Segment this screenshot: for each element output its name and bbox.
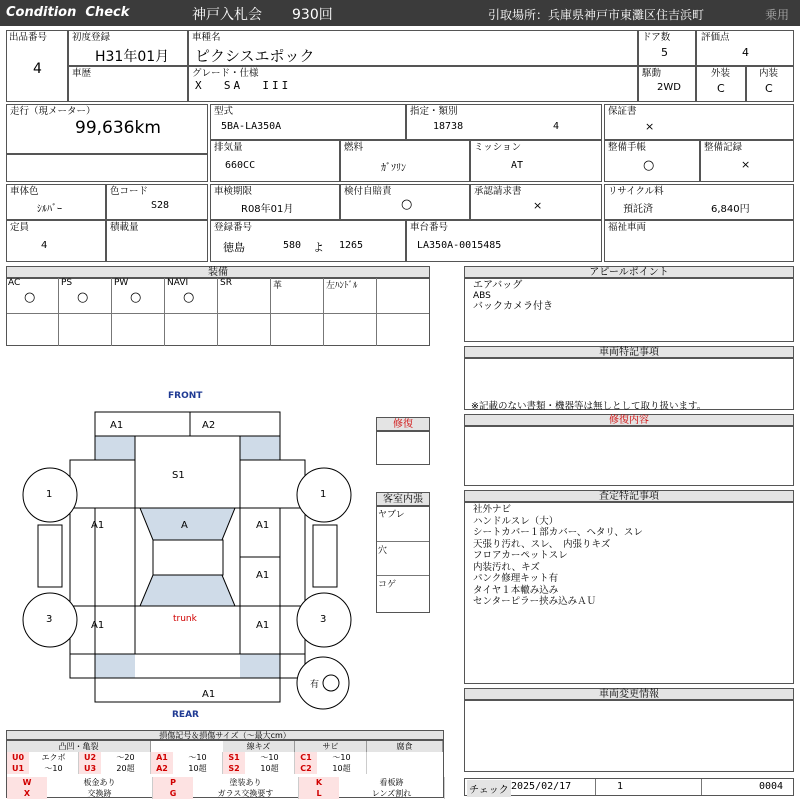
color-code-label: 色コード (110, 186, 149, 197)
legend-desc: 〜10 (29, 763, 79, 774)
appraisal-line: 天張り汚れ、スレ、 内張りキズ (473, 538, 611, 550)
legend-desc: 〜10 (173, 752, 223, 763)
warranty: × (645, 120, 655, 133)
check-date: 2025/02/17 (511, 781, 572, 792)
legend-code: U0 (7, 752, 29, 763)
equipment-item-name: AC (8, 278, 21, 288)
mark-rear-bumper: A1 (202, 689, 216, 700)
front-label: FRONT (168, 391, 203, 401)
fuel-label: 燃料 (344, 142, 364, 153)
recycle-cell (604, 184, 794, 220)
capacity: 4 (41, 240, 48, 251)
displacement-label: 排気量 (214, 142, 243, 153)
warranty-cell (604, 104, 794, 140)
approval: × (533, 199, 543, 212)
mission: AT (511, 160, 524, 171)
legend-desc: 〜20 (101, 752, 151, 763)
plate-class: 580 (283, 240, 302, 251)
legend-desc: 塗装あり (193, 777, 299, 788)
legend-code: U2 (79, 752, 101, 763)
manual-label: 整備手帳 (608, 142, 647, 153)
cabin-item-hole: 穴 (378, 546, 388, 556)
cabin-divider (377, 575, 429, 576)
recycle-fee: 6,840円 (711, 204, 750, 215)
check-count: 1 (617, 781, 624, 792)
legend-desc: 看板跡 (339, 777, 445, 788)
legend-desc: レンズ割れ (339, 788, 445, 799)
auction-lot: 930回 (292, 7, 333, 23)
appraisal-line: シートカバー１部カバー、ヘタリ、スレ (473, 527, 643, 538)
drive-cell (638, 66, 696, 102)
cabin-divider (377, 541, 429, 542)
listing-no-label: 出品番号 (9, 32, 48, 43)
legend-code: A2 (151, 763, 173, 774)
interior-cell (746, 66, 794, 102)
first-reg: H31年01月 (95, 49, 170, 65)
check-number: 0004 (759, 781, 784, 792)
repair-contents-box (464, 426, 794, 486)
appraisal-list (473, 504, 643, 608)
appraisal-line: パンク修理キット有 (473, 573, 559, 584)
equipment-item-name: PS (61, 278, 73, 288)
tire-front-left: 1 (46, 489, 53, 500)
color-code: S28 (151, 200, 170, 211)
record-label: 整備記録 (704, 142, 743, 153)
manual-cell (604, 140, 700, 182)
appraisal-box (464, 502, 794, 684)
legend-code: A1 (151, 752, 173, 763)
pickup-location: 引取場所：兵庫県神戸市東灘区住吉浜町 (488, 8, 705, 22)
tire-rear-left: 3 (46, 614, 53, 625)
legend-code: L (299, 788, 339, 799)
legend-group: 線キズ (223, 741, 295, 752)
repair-box (376, 431, 430, 465)
color: ｼﾙﾊﾞｰ (37, 204, 62, 215)
rear-label: REAR (172, 710, 199, 720)
legend-code: C1 (295, 752, 317, 763)
doors-cell (638, 30, 696, 66)
warranty-label: 保証書 (608, 106, 637, 117)
load-label: 積載量 (110, 222, 139, 233)
legend-code: K (299, 777, 339, 788)
plate-label: 登録番号 (214, 222, 253, 233)
repair-contents-title: 修復内容 (464, 414, 794, 426)
trunk-label: trunk (173, 614, 197, 624)
mission-cell (470, 140, 602, 182)
exterior-cell (696, 66, 746, 102)
legend-code: U3 (79, 763, 101, 774)
legend-desc: ガラス交換要す (193, 788, 299, 799)
equipment-title: 装備 (6, 266, 430, 278)
legend-code: W (7, 777, 47, 788)
cabin-item-burn: コゲ (378, 580, 397, 590)
car-name-label: 車種名 (192, 32, 221, 43)
inspection: R08年01月 (241, 204, 294, 215)
mark-left-rear-door: A1 (91, 620, 105, 631)
capacity-label: 定員 (10, 222, 30, 233)
legend-code: S1 (223, 752, 245, 763)
mark-right-rear-door: A1 (256, 620, 270, 631)
legend-group: 腐食 (367, 741, 443, 752)
tire-rear-right: 3 (320, 614, 327, 625)
chassis-label: 車台番号 (410, 222, 449, 233)
exterior: C (717, 82, 725, 95)
mark-left-front-door: A1 (91, 520, 105, 531)
mileage-label: 走行（現メーター） (10, 106, 96, 117)
first-reg-label: 初度登録 (72, 32, 111, 43)
model: 5BA-LA350A (221, 121, 282, 132)
mark-right-mid-door: A1 (256, 570, 270, 581)
mark-roof: A (181, 520, 188, 531)
displacement: 660CC (225, 160, 256, 171)
auction-name: 神戸入札会 (192, 7, 262, 23)
chassis: LA350A-0015485 (417, 240, 502, 251)
appraisal-line: センターピラー挟み込みＡＵ (473, 596, 597, 607)
approval-label: 承認請求書 (474, 186, 522, 197)
legend-code: S2 (223, 763, 245, 774)
model-label: 型式 (214, 106, 234, 117)
vehicle-category: 乗用 (765, 8, 790, 22)
score: 4 (742, 46, 749, 59)
appraisal-title: 査定特記事項 (464, 490, 794, 502)
appeal-line: エアバッグ (473, 280, 523, 291)
plate-no: 1265 (339, 240, 364, 251)
check-row (464, 778, 794, 796)
repair-label: 修復 (376, 417, 430, 431)
color-label: 車体色 (10, 186, 39, 197)
recycle-status: 預託済 (623, 204, 653, 215)
equipment-item-mark: ○ (77, 290, 89, 305)
interior-label: 内装 (759, 68, 779, 79)
appraisal-line: 社外ナビ (473, 504, 512, 515)
appeal-line: バックカメラ付き (473, 301, 553, 312)
special-note: ※記載のない書類・機器等は無しとして取り扱います。 (471, 401, 707, 412)
cabin-item-tear: ヤブレ (378, 510, 405, 520)
appraisal-line: タイヤ１本轍み込み (473, 584, 559, 596)
cabin-box (376, 506, 430, 613)
car-name: ピクシスエポック (195, 47, 315, 65)
record-cell (700, 140, 794, 182)
legend-desc: 10超 (173, 763, 223, 774)
equipment-item-name: PW (114, 278, 129, 288)
check-div-1 (595, 779, 596, 795)
equipment-item-name: 革 (273, 281, 283, 291)
recycle-label: リサイクル料 (608, 186, 664, 197)
legend-code: C2 (295, 763, 317, 774)
mark-front-bumper-left: A1 (110, 420, 124, 431)
designation: 18738 (433, 121, 464, 132)
equipment-item-name: NAVI (167, 278, 189, 288)
legend-code: P (153, 777, 193, 788)
record: × (741, 158, 751, 171)
exterior-label: 外装 (711, 68, 731, 79)
legend-group: サビ (295, 741, 367, 752)
appeal-title: アピールポイント (464, 266, 794, 278)
legend-desc: 板金あり (47, 777, 153, 788)
change-info-box (464, 700, 794, 772)
legend-code: X (7, 788, 47, 799)
grade-label: グレード・仕様 (192, 68, 259, 79)
brand-title: Condition Check (6, 5, 130, 20)
drive-label: 駆動 (642, 68, 662, 79)
special-title: 車両特記事項 (464, 346, 794, 358)
score-label: 評価点 (701, 32, 730, 43)
equipment-item-name: 左ﾊﾝﾄﾞﾙ (326, 281, 358, 291)
interior: C (765, 82, 773, 95)
doors-label: ドア数 (642, 32, 671, 43)
category-no: 4 (553, 121, 560, 132)
appraisal-line: 内装汚れ、キズ (473, 561, 540, 573)
welfare-label: 福祉車両 (608, 222, 647, 233)
equipment-item-mark: ○ (130, 290, 142, 305)
insurance: ○ (401, 197, 413, 212)
legend-desc: 10超 (317, 763, 367, 774)
change-info-title: 車両変更情報 (464, 688, 794, 700)
mission-label: ミッション (474, 142, 522, 153)
check-div-2 (701, 779, 702, 795)
history-label: 車歴 (72, 68, 92, 79)
mark-right-front-door: A1 (256, 520, 270, 531)
equipment-item-mark: ○ (183, 290, 195, 305)
approval-cell (470, 184, 602, 220)
doors: 5 (661, 46, 668, 59)
legend-title: 損傷記号＆損傷サイズ（〜最大cm） (6, 730, 444, 740)
legend-desc: 20超 (101, 763, 151, 774)
manual: ○ (643, 158, 655, 173)
grade: X SA III (195, 79, 292, 92)
mark-front-bumper-right: A2 (202, 420, 216, 431)
welfare-cell (604, 220, 794, 262)
legend-desc: 〜10 (245, 752, 295, 763)
mileage: 99,636km (75, 118, 161, 138)
appeal-box (464, 278, 794, 342)
listing-no: 4 (33, 61, 42, 77)
appraisal-line: フロアカーペットスレ (473, 550, 568, 561)
fuel: ｶﾞｿﾘﾝ (381, 163, 406, 174)
tire-front-right: 1 (320, 489, 327, 500)
plate-kana: よ (313, 241, 324, 254)
designation-label: 指定・類別 (410, 106, 458, 117)
legend-desc: エクボ (29, 752, 79, 763)
special-box (464, 358, 794, 410)
drive: 2WD (657, 82, 681, 93)
spare-tire-label: 有 (310, 680, 320, 690)
score-cell (696, 30, 794, 66)
legend-group: 凸凹・亀裂 (7, 741, 151, 752)
legend-code: G (153, 788, 193, 799)
mark-hood: S1 (172, 470, 185, 481)
appraisal-line: ハンドルスレ（大） (473, 515, 559, 527)
equipment-item-mark: ○ (24, 290, 36, 305)
check-label: チェック (467, 780, 511, 797)
insurance-label: 検付自賠責 (344, 186, 392, 197)
appeal-line: ABS (473, 291, 491, 301)
cabin-label: 客室内張 (376, 492, 430, 506)
equipment-item-name: SR (220, 278, 232, 288)
inspection-label: 車検期限 (214, 186, 253, 197)
legend-desc: 10超 (245, 763, 295, 774)
plate-area: 徳島 (223, 241, 245, 254)
legend-grid (6, 740, 444, 798)
legend-desc: 交換跡 (47, 788, 153, 799)
legend-code: U1 (7, 763, 29, 774)
legend-desc: 〜10 (317, 752, 367, 763)
